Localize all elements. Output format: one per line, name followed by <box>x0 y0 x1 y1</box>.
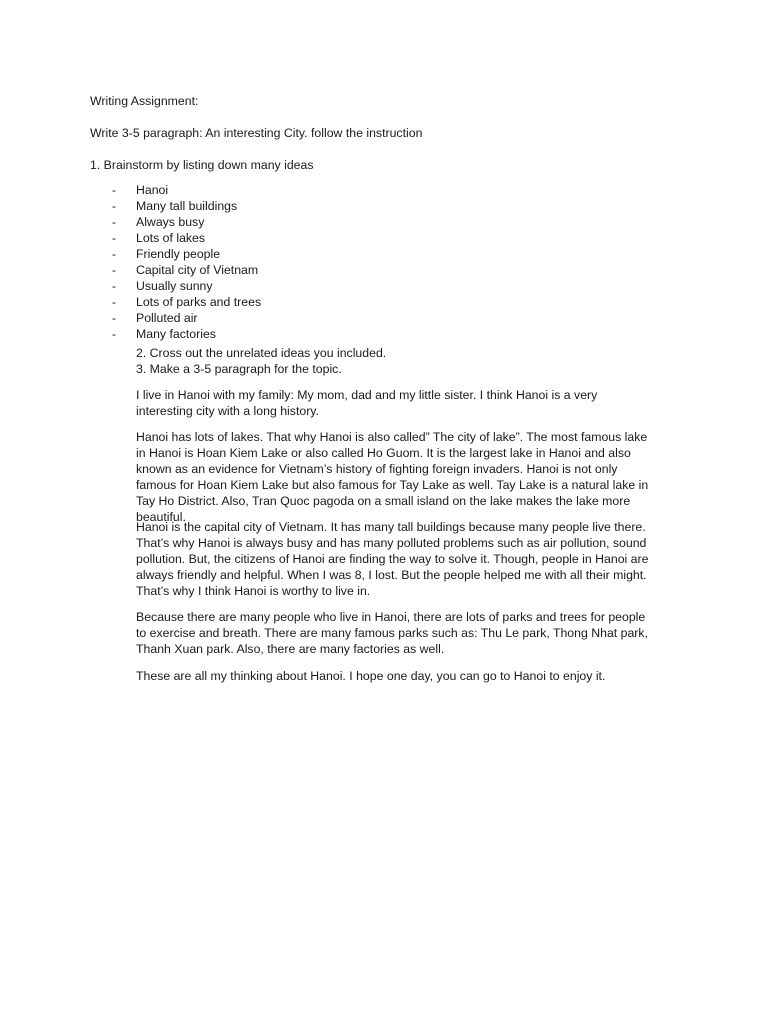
bullet-dash: - <box>112 247 117 261</box>
bullet-dash: - <box>112 279 117 293</box>
list-item-text: Polluted air <box>136 311 198 325</box>
bullet-dash: - <box>112 311 117 325</box>
list-item <box>112 198 261 214</box>
list-item <box>112 262 261 278</box>
list-item-text: Lots of lakes <box>136 231 206 245</box>
bullet-dash: - <box>112 231 117 245</box>
list-item-text: Capital city of Vietnam <box>136 263 259 277</box>
bullet-dash: - <box>112 327 117 341</box>
essay-paragraph-parks: Because there are many people who live in Hanoi, there are lots of parks and trees for people to exercise and breath. There are many famous parks such as: Thu Le park, Thong Nhat park, Thanh Xuan park. Also, there are many factories as well. <box>136 610 648 656</box>
assignment-heading: Writing Assignment: <box>90 94 199 108</box>
list-item-text: Friendly people <box>136 247 221 261</box>
essay-paragraph-intro: I live in Hanoi with my family: My mom, dad and my little sister. I think Hanoi is a very interesting city with a long history. <box>136 388 598 418</box>
list-item <box>112 278 261 294</box>
bullet-dash: - <box>112 295 117 309</box>
bullet-dash: - <box>112 263 117 277</box>
list-item <box>112 326 261 342</box>
essay-paragraph-conclusion: These are all my thinking about Hanoi. I hope one day, you can go to Hanoi to enjoy it. <box>136 669 606 683</box>
step-2-instruction: 2. Cross out the unrelated ideas you included. <box>136 346 387 360</box>
list-item-text: Always busy <box>136 215 205 229</box>
list-item <box>112 246 261 262</box>
list-item <box>112 310 261 326</box>
brainstorm-list <box>112 182 261 342</box>
list-item-text: Usually sunny <box>136 279 213 293</box>
list-item-text: Many factories <box>136 327 216 341</box>
list-item <box>112 182 261 198</box>
list-item <box>112 294 261 310</box>
assignment-prompt: Write 3-5 paragraph: An interesting City. follow the instruction <box>90 126 423 140</box>
bullet-dash: - <box>112 215 117 229</box>
list-item-text: Many tall buildings <box>136 199 238 213</box>
list-item-text: Hanoi <box>136 183 169 197</box>
list-item <box>112 230 261 246</box>
step-1-instruction: 1. Brainstorm by listing down many ideas <box>90 158 314 172</box>
bullet-dash: - <box>112 183 117 197</box>
step-3-instruction: 3. Make a 3-5 paragraph for the topic. <box>136 362 342 376</box>
essay-paragraph-lakes: Hanoi has lots of lakes. That why Hanoi is also called” The city of lake”. The most famous lake in Hanoi is Hoan Kiem Lake or also called Ho Guom. It is the largest lake in Hanoi and also known as an evidence for Vietnam’s history of fighting foreign invaders. Hanoi is not only famous for Hoan Kiem Lake but also famous for Tay Lake as well. Tay Lake is a natural lake in Tay Ho District. Also, Tran Quoc pagoda on a small island on the lake makes the lake more beautiful. <box>136 430 649 524</box>
list-item-text: Lots of parks and trees <box>136 295 262 309</box>
bullet-dash: - <box>112 199 117 213</box>
essay-paragraph-capital: Hanoi is the capital city of Vietnam. It has many tall buildings because many people live there. That’s why Hanoi is always busy and has many polluted problems such as air pollution, sound pollution. But, the citizens of Hanoi are finding the way to solve it. Though, people in Hanoi are always friendly and helpful. When I was 8, I lost. But the people helped me with all their might. That’s why I think Hanoi is worthy to live in. <box>136 520 649 598</box>
list-item <box>112 214 261 230</box>
